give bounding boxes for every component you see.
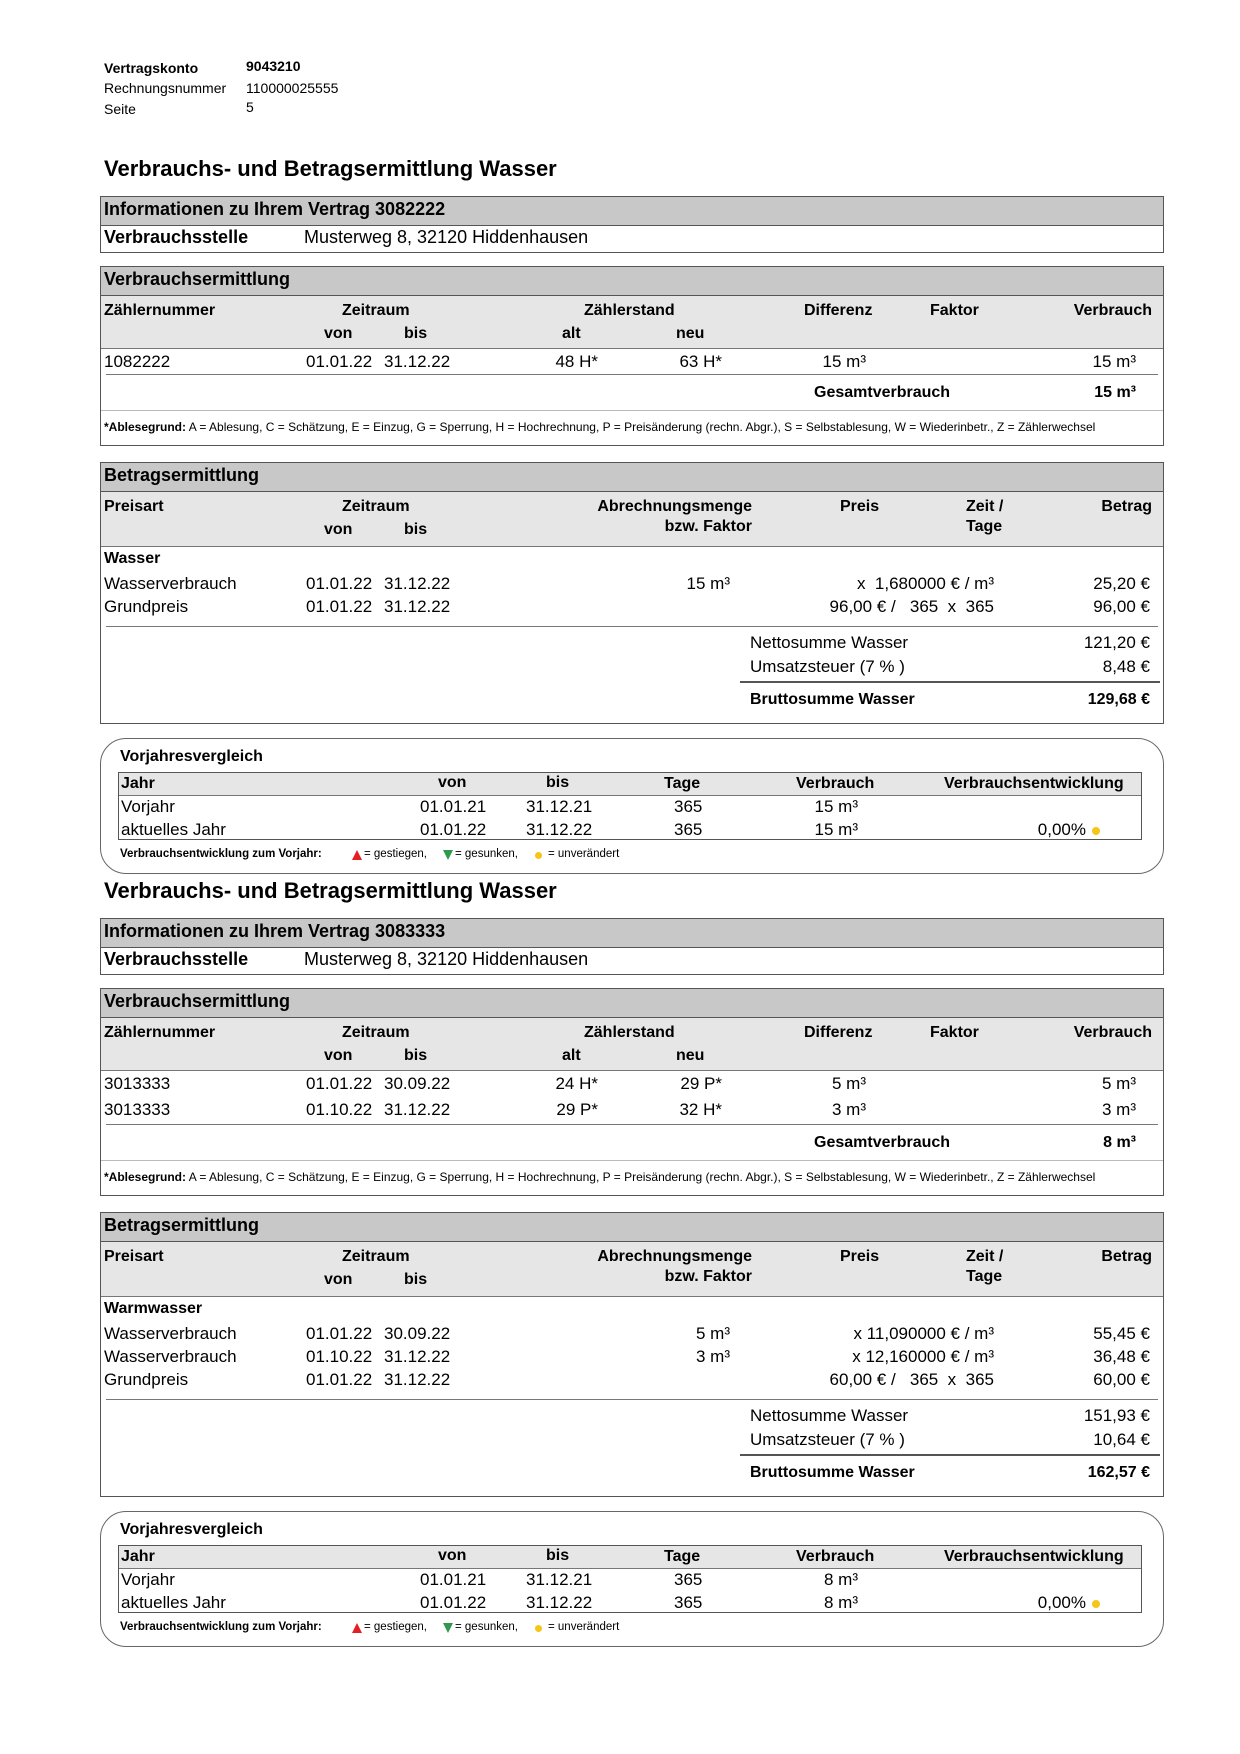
amount-value: 55,45 € bbox=[1093, 1324, 1150, 1343]
days-value: 365 bbox=[674, 1570, 703, 1589]
col-days: Tage bbox=[966, 1268, 1003, 1285]
col-factor: Faktor bbox=[930, 302, 979, 319]
period-from: 01.10.22 bbox=[306, 1100, 373, 1119]
period-to: 31.12.22 bbox=[526, 1593, 593, 1612]
days-value: 365 bbox=[674, 820, 703, 839]
col-factor: Faktor bbox=[930, 1024, 979, 1041]
reading-new: 32 H* bbox=[679, 1100, 722, 1119]
price-type: Wasserverbrauch bbox=[104, 574, 237, 593]
price-type: Grundpreis bbox=[104, 597, 189, 616]
col-year: Jahr bbox=[121, 775, 155, 792]
total-consumption-value: 8 m³ bbox=[1103, 1134, 1136, 1151]
difference: 5 m³ bbox=[832, 1074, 866, 1093]
col-from: von bbox=[324, 1271, 353, 1288]
period-from: 01.01.22 bbox=[306, 1074, 373, 1093]
divider bbox=[119, 1568, 1141, 1569]
reading-reason-label: *Ablesegrund: bbox=[104, 420, 187, 434]
difference: 15 m³ bbox=[822, 352, 866, 371]
consumption-title: Verbrauchsermittlung bbox=[104, 269, 291, 289]
col-to: bis bbox=[404, 521, 428, 538]
period-to: 31.12.22 bbox=[384, 1347, 451, 1366]
divider bbox=[106, 626, 1158, 627]
col-difference: Differenz bbox=[804, 302, 873, 319]
col-new: neu bbox=[676, 325, 705, 342]
period-from: 01.01.22 bbox=[306, 597, 373, 616]
col-days: Tage bbox=[664, 1548, 701, 1565]
vat-label: Umsatzsteuer (7 % ) bbox=[750, 1430, 905, 1449]
col-price: Preis bbox=[840, 1248, 880, 1265]
period-from: 01.01.22 bbox=[306, 574, 373, 593]
col-from: von bbox=[438, 774, 467, 791]
down-triangle-icon bbox=[443, 850, 453, 860]
gross-sum-label: Bruttosumme Wasser bbox=[750, 1464, 915, 1481]
col-difference: Differenz bbox=[804, 1024, 873, 1041]
reading-reason-note bbox=[104, 420, 1095, 434]
unit-price: x 12,160000 € / m³ bbox=[852, 1347, 994, 1366]
period-to: 30.09.22 bbox=[384, 1324, 451, 1343]
col-consumption: Verbrauch bbox=[1073, 302, 1152, 319]
price-group-title: Wasser bbox=[104, 550, 161, 567]
page-label: Seite bbox=[104, 101, 136, 117]
meter-number: 3013333 bbox=[104, 1074, 171, 1093]
col-days: Tage bbox=[966, 518, 1003, 535]
col-to: bis bbox=[404, 1271, 428, 1288]
col-factor: bzw. Faktor bbox=[664, 518, 752, 535]
amount-title: Betragsermittlung bbox=[104, 465, 260, 485]
col-new: neu bbox=[676, 1047, 705, 1064]
consumption-point-value: Musterweg 8, 32120 Hiddenhausen bbox=[304, 949, 589, 969]
difference: 3 m³ bbox=[832, 1100, 866, 1119]
col-to: bis bbox=[546, 774, 570, 791]
reading-old: 24 H* bbox=[555, 1074, 598, 1093]
consumption-point-row bbox=[100, 947, 1164, 975]
divider bbox=[740, 1454, 1160, 1456]
legend-up: = gestiegen, bbox=[364, 848, 427, 860]
amount-value: 25,20 € bbox=[1093, 574, 1150, 593]
divider bbox=[106, 374, 1158, 375]
legend-down: = gesunken, bbox=[455, 1621, 518, 1633]
legend-down: = gesunken, bbox=[455, 848, 518, 860]
unit-price: x 11,090000 € / m³ bbox=[853, 1324, 994, 1343]
consumption-point-label: Verbrauchsstelle bbox=[104, 949, 249, 969]
prior-year-title: Vorjahresvergleich bbox=[120, 1521, 263, 1538]
col-consumption: Verbrauch bbox=[796, 1548, 875, 1565]
amount-value: 60,00 € bbox=[1093, 1370, 1150, 1389]
consumption-value: 15 m³ bbox=[814, 820, 858, 839]
consumption-point-row bbox=[100, 225, 1164, 253]
consumption-value: 5 m³ bbox=[1102, 1074, 1136, 1093]
consumption-point-value: Musterweg 8, 32120 Hiddenhausen bbox=[304, 227, 589, 247]
col-meter-number: Zählernummer bbox=[104, 302, 216, 319]
net-sum-label: Nettosumme Wasser bbox=[750, 1406, 909, 1425]
divider bbox=[106, 1399, 1158, 1400]
reading-reason-text: A = Ablesung, C = Schätzung, E = Einzug, G = Sperrung, H = Hochrechnung, P = Preisänderung (rechn. Abgr.), S = Selbstablesung, W = Wiederinbetr., Z = Zählerwechsel bbox=[186, 420, 1096, 434]
period-to: 31.12.22 bbox=[384, 352, 451, 371]
consumption-value: 3 m³ bbox=[1102, 1100, 1136, 1119]
unchanged-dot-icon bbox=[1092, 827, 1100, 835]
amount-title-bar bbox=[100, 462, 1164, 492]
col-to: bis bbox=[546, 1547, 570, 1564]
amount-value: 96,00 € bbox=[1093, 597, 1150, 616]
unit-price: 96,00 € / 365 x 365 bbox=[829, 597, 994, 616]
col-billing-quantity: Abrechnungsmenge bbox=[597, 498, 752, 515]
page-number: 5 bbox=[246, 99, 254, 115]
vat-label: Umsatzsteuer (7 % ) bbox=[750, 657, 905, 676]
col-consumption: Verbrauch bbox=[1073, 1024, 1152, 1041]
col-old: alt bbox=[562, 325, 581, 342]
divider bbox=[101, 410, 1163, 411]
consumption-value: 8 m³ bbox=[824, 1570, 858, 1589]
unit-price: x 1,680000 € / m³ bbox=[856, 574, 994, 593]
col-consumption: Verbrauch bbox=[796, 775, 875, 792]
meter-number: 1082222 bbox=[104, 352, 171, 371]
col-development: Verbrauchsentwicklung bbox=[944, 775, 1124, 792]
col-period: Zeitraum bbox=[342, 302, 410, 319]
col-factor: bzw. Faktor bbox=[664, 1268, 752, 1285]
col-amount: Betrag bbox=[1101, 498, 1152, 515]
net-sum-label: Nettosumme Wasser bbox=[750, 633, 909, 652]
col-from: von bbox=[438, 1547, 467, 1564]
down-triangle-icon bbox=[443, 1623, 453, 1633]
reading-old: 48 H* bbox=[555, 352, 598, 371]
reading-reason-label: *Ablesegrund: bbox=[104, 1170, 187, 1184]
total-row bbox=[101, 376, 1163, 412]
up-triangle-icon bbox=[352, 1623, 362, 1633]
invoice-number-label: Rechnungsnummer bbox=[104, 80, 227, 96]
col-time: Zeit / bbox=[966, 498, 1004, 515]
col-from: von bbox=[324, 521, 353, 538]
year-label: Vorjahr bbox=[121, 1570, 175, 1589]
unchanged-dot-icon bbox=[1092, 1600, 1100, 1608]
col-price-type: Preisart bbox=[104, 1248, 164, 1265]
unchanged-dot-icon bbox=[535, 1625, 542, 1632]
total-consumption-value: 15 m³ bbox=[1094, 384, 1136, 401]
period-to: 31.12.21 bbox=[526, 1570, 593, 1589]
period-to: 31.12.21 bbox=[526, 797, 593, 816]
period-from: 01.10.22 bbox=[306, 1347, 373, 1366]
col-year: Jahr bbox=[121, 1548, 155, 1565]
period-to: 30.09.22 bbox=[384, 1074, 451, 1093]
price-type: Wasserverbrauch bbox=[104, 1347, 237, 1366]
contract-info-title: Informationen zu Ihrem Vertrag 3082222 bbox=[104, 199, 446, 219]
divider bbox=[740, 681, 1160, 683]
unit-price: 60,00 € / 365 x 365 bbox=[829, 1370, 994, 1389]
reading-reason-note bbox=[104, 1170, 1095, 1184]
col-meter-reading: Zählerstand bbox=[584, 1024, 675, 1041]
period-from: 01.01.22 bbox=[420, 1593, 487, 1612]
days-value: 365 bbox=[674, 797, 703, 816]
section-title: Verbrauchs- und Betragsermittlung Wasser bbox=[104, 878, 557, 903]
vat-value: 8,48 € bbox=[1102, 657, 1150, 676]
col-price-type: Preisart bbox=[104, 498, 164, 515]
development-value: 0,00% bbox=[1037, 820, 1086, 839]
period-from: 01.01.22 bbox=[306, 1370, 373, 1389]
prior-year-title: Vorjahresvergleich bbox=[120, 748, 263, 765]
col-period: Zeitraum bbox=[342, 1024, 410, 1041]
reading-new: 63 H* bbox=[679, 352, 722, 371]
net-sum-value: 151,93 € bbox=[1083, 1406, 1150, 1425]
col-old: alt bbox=[562, 1047, 581, 1064]
period-from: 01.01.22 bbox=[306, 352, 373, 371]
consumption-point-label: Verbrauchsstelle bbox=[104, 227, 249, 247]
col-days: Tage bbox=[664, 775, 701, 792]
consumption-title: Verbrauchsermittlung bbox=[104, 991, 291, 1011]
period-to: 31.12.22 bbox=[384, 574, 451, 593]
period-from: 01.01.22 bbox=[306, 1324, 373, 1343]
period-to: 31.12.22 bbox=[384, 1370, 451, 1389]
col-from: von bbox=[324, 325, 353, 342]
period-to: 31.12.22 bbox=[384, 1100, 451, 1119]
divider bbox=[101, 348, 1163, 349]
period-from: 01.01.21 bbox=[420, 1570, 487, 1589]
invoice-number-value: 110000025555 bbox=[246, 80, 339, 96]
col-price: Preis bbox=[840, 498, 880, 515]
billing-quantity: 5 m³ bbox=[696, 1324, 730, 1343]
col-billing-quantity: Abrechnungsmenge bbox=[597, 1248, 752, 1265]
price-type: Wasserverbrauch bbox=[104, 1324, 237, 1343]
amount-title: Betragsermittlung bbox=[104, 1215, 260, 1235]
total-row bbox=[101, 1126, 1163, 1162]
development-value: 0,00% bbox=[1037, 1593, 1086, 1612]
legend-same: = unverändert bbox=[548, 1621, 620, 1633]
days-value: 365 bbox=[674, 1593, 703, 1612]
contract-account-value: 9043210 bbox=[246, 58, 301, 74]
year-label: aktuelles Jahr bbox=[121, 820, 226, 839]
billing-quantity: 3 m³ bbox=[696, 1347, 730, 1366]
col-development: Verbrauchsentwicklung bbox=[944, 1548, 1124, 1565]
gross-sum-value: 129,68 € bbox=[1087, 691, 1150, 708]
contract-account-label: Vertragskonto bbox=[104, 60, 199, 76]
gross-sum-value: 162,57 € bbox=[1087, 1464, 1150, 1481]
net-sum-value: 121,20 € bbox=[1083, 633, 1150, 652]
col-meter-number: Zählernummer bbox=[104, 1024, 216, 1041]
amount-title-bar bbox=[100, 1212, 1164, 1242]
year-label: Vorjahr bbox=[121, 797, 175, 816]
meter-number: 3013333 bbox=[104, 1100, 171, 1119]
divider bbox=[101, 546, 1163, 547]
vat-value: 10,64 € bbox=[1093, 1430, 1150, 1449]
consumption-value: 15 m³ bbox=[814, 797, 858, 816]
reading-reason-text: A = Ablesung, C = Schätzung, E = Einzug, G = Sperrung, H = Hochrechnung, P = Preisänderung (rechn. Abgr.), S = Selbstablesung, W = Wiederinbetr., Z = Zählerwechsel bbox=[186, 1170, 1096, 1184]
legend-same: = unverändert bbox=[548, 848, 620, 860]
period-to: 31.12.22 bbox=[526, 820, 593, 839]
billing-quantity: 15 m³ bbox=[686, 574, 730, 593]
legend-label: Verbrauchsentwicklung zum Vorjahr: bbox=[120, 848, 322, 860]
price-group-title: Warmwasser bbox=[104, 1300, 203, 1317]
total-consumption-label: Gesamtverbrauch bbox=[814, 384, 951, 401]
reading-old: 29 P* bbox=[556, 1100, 598, 1119]
consumption-value: 15 m³ bbox=[1092, 352, 1136, 371]
gross-sum-label: Bruttosumme Wasser bbox=[750, 691, 915, 708]
col-period: Zeitraum bbox=[342, 1248, 410, 1265]
period-from: 01.01.21 bbox=[420, 797, 487, 816]
contract-info-title: Informationen zu Ihrem Vertrag 3083333 bbox=[104, 921, 446, 941]
legend-up: = gestiegen, bbox=[364, 1621, 427, 1633]
period-to: 31.12.22 bbox=[384, 597, 451, 616]
legend-label: Verbrauchsentwicklung zum Vorjahr: bbox=[120, 1621, 322, 1633]
price-type: Grundpreis bbox=[104, 1370, 189, 1389]
col-to: bis bbox=[404, 325, 428, 342]
up-triangle-icon bbox=[352, 850, 362, 860]
divider bbox=[119, 795, 1141, 796]
divider bbox=[106, 1124, 1158, 1125]
total-consumption-label: Gesamtverbrauch bbox=[814, 1134, 951, 1151]
divider bbox=[101, 1070, 1163, 1071]
col-period: Zeitraum bbox=[342, 498, 410, 515]
reading-new: 29 P* bbox=[680, 1074, 722, 1093]
col-to: bis bbox=[404, 1047, 428, 1064]
year-label: aktuelles Jahr bbox=[121, 1593, 226, 1612]
divider bbox=[101, 1160, 1163, 1161]
period-from: 01.01.22 bbox=[420, 820, 487, 839]
unchanged-dot-icon bbox=[535, 852, 542, 859]
amount-value: 36,48 € bbox=[1093, 1347, 1150, 1366]
col-from: von bbox=[324, 1047, 353, 1064]
section-title: Verbrauchs- und Betragsermittlung Wasser bbox=[104, 156, 557, 181]
divider bbox=[101, 1296, 1163, 1297]
col-time: Zeit / bbox=[966, 1248, 1004, 1265]
col-meter-reading: Zählerstand bbox=[584, 302, 675, 319]
col-amount: Betrag bbox=[1101, 1248, 1152, 1265]
consumption-value: 8 m³ bbox=[824, 1593, 858, 1612]
